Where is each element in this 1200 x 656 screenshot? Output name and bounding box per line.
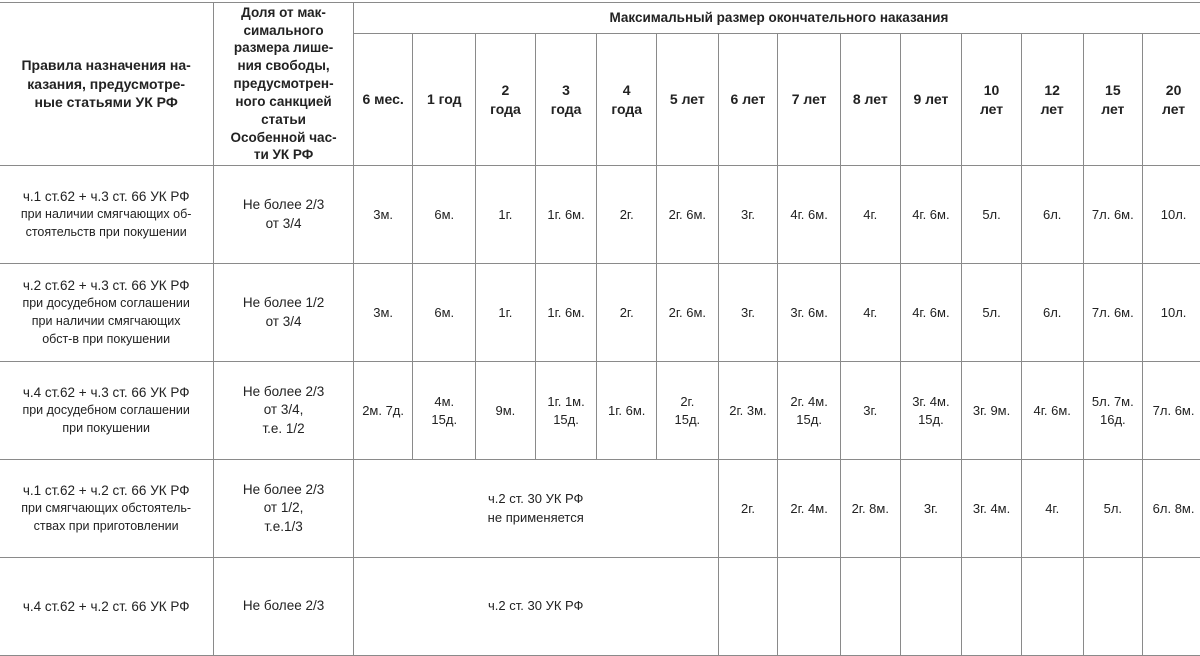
penalty-value: 16д.: [1099, 411, 1126, 427]
penalty-value: 1г. 6м.: [547, 206, 585, 222]
header-share-line: Доля от мак-: [241, 4, 326, 20]
penalty-table: [0, 2, 1200, 656]
penalty-value: 3м.: [373, 206, 393, 222]
penalty-value: 4г. 6м.: [912, 206, 950, 222]
header-share-line: статьи: [261, 111, 306, 127]
penalty-value-cell: [1021, 460, 1083, 558]
header-term-label: 4: [622, 82, 631, 99]
header-term-label: 12: [1044, 82, 1060, 99]
header-term-13: [1143, 34, 1200, 166]
penalty-value-cell: [1083, 264, 1143, 362]
header-term-2: [476, 34, 536, 166]
header-term-label: лет: [1161, 100, 1186, 117]
penalty-value-cell: [1021, 166, 1083, 264]
header-term-label: 15: [1105, 82, 1121, 99]
share-line: т.е. 1/2: [262, 420, 305, 436]
header-term-0: [353, 34, 413, 166]
header-term-6: [718, 34, 778, 166]
penalty-value-cell: [840, 460, 900, 558]
share-cell: [214, 264, 353, 362]
penalty-value-cell: [1083, 166, 1143, 264]
share-line: Не более 1/2: [242, 295, 325, 311]
penalty-value-cell: [900, 166, 962, 264]
penalty-value-cell: [1021, 558, 1083, 656]
penalty-value: 15д.: [431, 411, 458, 427]
penalty-value: 3г. 4м.: [972, 500, 1011, 516]
penalty-value-cell: [657, 362, 719, 460]
table-row: [0, 264, 1200, 362]
penalty-value: 2г.: [680, 394, 695, 410]
penalty-value-cell: [718, 166, 778, 264]
penalty-value: 15д.: [918, 411, 944, 427]
header-term-label: 1 год: [426, 91, 462, 108]
penalty-value-cell: [962, 166, 1022, 264]
penalty-value-cell: [1143, 558, 1200, 656]
rule-cell: [0, 558, 214, 656]
header-rules: [0, 3, 214, 166]
penalty-value-cell: [413, 264, 476, 362]
penalty-value-cell: [718, 558, 778, 656]
penalty-value: 1г. 1м.: [547, 394, 585, 410]
penalty-value-cell: [1021, 264, 1083, 362]
rule-description-line: при досудебном соглашении: [22, 403, 190, 418]
header-share-line: ного санкцией: [235, 93, 332, 109]
penalty-value: 3г. 6м.: [790, 304, 828, 320]
penalty-value: 4г. 6м.: [1033, 402, 1071, 418]
penalty-value: 1г.: [498, 206, 513, 222]
penalty-value: 1г. 6м.: [607, 402, 646, 418]
rule-description-line: обст-в при покушении: [42, 331, 171, 346]
penalty-value: 6л.: [1042, 304, 1062, 320]
header-term-label: года: [490, 100, 521, 117]
penalty-value-cell: [778, 362, 841, 460]
header-share: [214, 3, 353, 166]
table-row: [0, 460, 1200, 558]
header-term-label: 9 лет: [913, 91, 949, 108]
penalty-value-cell: [840, 166, 900, 264]
penalty-value-cell: [413, 166, 476, 264]
penalty-value: 10л.: [1160, 206, 1187, 222]
rule-article: ч.1 ст.62 + ч.2 ст. 66 УК РФ: [22, 483, 190, 499]
header-share-line: предусмотрен-: [233, 76, 334, 92]
penalty-value: 15д.: [796, 411, 822, 427]
penalty-value: 15д.: [674, 411, 701, 427]
header-share-line: симального: [243, 22, 324, 38]
penalty-value: 3г.: [923, 500, 938, 516]
penalty-value-cell: [1143, 362, 1200, 460]
header-term-9: [900, 34, 962, 166]
penalty-value-cell: [778, 460, 841, 558]
penalty-value: 2г.: [619, 206, 634, 222]
header-term-label: 2: [501, 82, 510, 99]
penalty-value: 3г. 4м.: [912, 394, 950, 410]
penalty-value-cell: [840, 362, 900, 460]
share-cell: [214, 362, 353, 460]
penalty-value: 2г. 6м.: [668, 304, 707, 320]
penalty-value: 7л. 6м.: [1091, 206, 1134, 222]
penalty-value: 3г.: [740, 304, 755, 320]
penalty-value: 2г.: [740, 500, 755, 516]
table-row: [0, 558, 1200, 656]
penalty-value-cell: [353, 362, 413, 460]
penalty-value: 10л.: [1160, 304, 1187, 320]
penalty-value: 5л. 7м.: [1091, 394, 1134, 410]
penalty-value-cell: [962, 362, 1022, 460]
header-term-label: года: [611, 100, 643, 117]
penalty-value: 15д.: [553, 411, 579, 427]
rule-article: ч.4 ст.62 + ч.2 ст. 66 УК РФ: [22, 598, 190, 614]
table-body: [0, 166, 1200, 656]
penalty-value: 2г. 3м.: [729, 402, 767, 418]
penalty-value-cell: [476, 264, 536, 362]
header-term-label: лет: [1040, 100, 1064, 117]
share-cell: [214, 166, 353, 264]
rule-cell: [0, 166, 214, 264]
header-term-label: 5 лет: [669, 91, 705, 108]
penalty-value-cell: [535, 362, 597, 460]
rule-cell: [0, 362, 214, 460]
header-term-label: 8 лет: [852, 91, 888, 108]
share-cell: [214, 558, 353, 656]
penalty-value-cell: [657, 166, 719, 264]
share-cell: [214, 460, 353, 558]
rule-article: ч.4 ст.62 + ч.3 ст. 66 УК РФ: [22, 385, 190, 401]
penalty-value: 4г.: [863, 304, 878, 320]
header-share-line: Особенной час-: [230, 129, 337, 145]
header-share-line: ния свободы,: [237, 58, 330, 74]
penalty-value: 6л.: [1042, 206, 1062, 222]
header-term-1: [413, 34, 476, 166]
penalty-value-cell: [1021, 362, 1083, 460]
penalty-value-cell: [840, 558, 900, 656]
header-group-title: Максимальный размер окончательного наказания: [353, 3, 1200, 34]
header-term-8: [840, 34, 900, 166]
penalty-value-cell: [1143, 166, 1200, 264]
penalty-value: 1г.: [498, 304, 513, 320]
penalty-value-cell: [1083, 558, 1143, 656]
penalty-value: 4м.: [434, 394, 455, 410]
rule-article: ч.1 ст.62 + ч.3 ст. 66 УК РФ: [22, 189, 190, 205]
penalty-value-cell: [962, 264, 1022, 362]
share-line: Не более 2/3: [242, 598, 325, 614]
header-share-line: размера лише-: [233, 40, 334, 56]
share-line: Не более 2/3: [242, 384, 325, 400]
header-rules-line: ные статьями УК РФ: [34, 94, 178, 111]
penalty-value: 2г. 6м.: [668, 206, 707, 222]
penalty-value-cell: [476, 362, 536, 460]
header-term-label: года: [550, 100, 582, 117]
share-line: от 1/2,: [263, 500, 304, 516]
penalty-value: 3г.: [740, 206, 755, 222]
table-row: [0, 166, 1200, 264]
share-line: Не более 2/3: [242, 197, 325, 213]
header-rules-line: Правила назначения на-: [21, 57, 191, 74]
penalty-value-cell: [535, 166, 597, 264]
header-term-label: 10: [983, 82, 1000, 99]
not-applied-cell: [353, 558, 718, 656]
penalty-value: 2г. 8м.: [851, 500, 889, 516]
penalty-value: 5л.: [1103, 500, 1123, 516]
share-line: от 3/4,: [263, 402, 304, 418]
header-share-line: ти УК РФ: [253, 147, 314, 163]
header-term-7: [778, 34, 841, 166]
penalty-value-cell: [900, 362, 962, 460]
penalty-value: 4г.: [863, 206, 878, 222]
share-line: Не более 2/3: [242, 482, 325, 498]
penalty-value: 7л. 6м.: [1152, 402, 1195, 418]
penalty-value-cell: [718, 460, 778, 558]
penalty-value: 2г.: [619, 304, 634, 320]
penalty-value: 3г.: [863, 402, 878, 418]
penalty-value-cell: [778, 558, 841, 656]
rule-description-line: стоятельств при покушении: [25, 225, 187, 240]
header-term-4: [597, 34, 657, 166]
penalty-value: 5л.: [982, 206, 1001, 222]
penalty-value: 2г. 4м.: [790, 500, 828, 516]
penalty-value-cell: [657, 264, 719, 362]
penalty-value: 6л. 8м.: [1152, 500, 1195, 516]
rule-description-line: при наличии смягчающих: [31, 314, 181, 329]
penalty-value: 2м. 7д.: [362, 402, 405, 418]
penalty-value-cell: [778, 264, 841, 362]
share-line: т.е.1/3: [264, 518, 303, 534]
header-term-3: [535, 34, 597, 166]
not-applied-cell: [353, 460, 718, 558]
penalty-value-cell: [597, 362, 657, 460]
penalty-value-cell: [1143, 264, 1200, 362]
rule-description-line: при досудебном соглашении: [22, 296, 190, 311]
penalty-value-cell: [900, 264, 962, 362]
rule-cell: [0, 264, 214, 362]
penalty-value: 3г. 9м.: [972, 402, 1011, 418]
penalty-value-cell: [962, 460, 1022, 558]
header-term-10: [962, 34, 1022, 166]
not-applied-line: ч.2 ст. 30 УК РФ: [488, 598, 584, 614]
penalty-value-cell: [718, 362, 778, 460]
penalty-value-cell: [962, 558, 1022, 656]
penalty-value: 4г. 6м.: [790, 206, 828, 222]
penalty-value-cell: [413, 362, 476, 460]
penalty-value-cell: [1083, 460, 1143, 558]
rule-description-line: при смягчающих обстоятель-: [21, 501, 192, 516]
penalty-value-cell: [476, 166, 536, 264]
penalty-value: 5л.: [982, 304, 1001, 320]
rule-cell: [0, 460, 214, 558]
penalty-value: 9м.: [495, 402, 516, 418]
header-term-label: лет: [979, 100, 1004, 117]
rule-description-line: при покушении: [62, 421, 150, 436]
penalty-value: 7л. 6м.: [1091, 304, 1134, 320]
penalty-value: 1г. 6м.: [547, 304, 585, 320]
penalty-value: 6м.: [434, 304, 455, 320]
penalty-value-cell: [353, 264, 413, 362]
penalty-value-cell: [840, 264, 900, 362]
penalty-value-cell: [1143, 460, 1200, 558]
penalty-value-cell: [900, 558, 962, 656]
header-term-label: 3: [562, 82, 570, 99]
rule-article: ч.2 ст.62 + ч.3 ст. 66 УК РФ: [22, 278, 190, 294]
penalty-value-cell: [1083, 362, 1143, 460]
header-rules-line: казания, предусмотре-: [27, 75, 186, 92]
header-term-label: 6 мес.: [362, 91, 404, 108]
penalty-value-cell: [718, 264, 778, 362]
penalty-value: 4г. 6м.: [912, 304, 950, 320]
penalty-value-cell: [353, 166, 413, 264]
share-line: от 3/4: [265, 313, 302, 329]
header-term-11: [1021, 34, 1083, 166]
penalty-value-cell: [900, 460, 962, 558]
header-term-label: лет: [1101, 100, 1125, 117]
header-term-label: 7 лет: [791, 91, 827, 108]
penalty-value-cell: [778, 166, 841, 264]
table-row: [0, 362, 1200, 460]
header-term-label: 6 лет: [730, 91, 766, 108]
rule-description-line: при наличии смягчающих об-: [20, 207, 192, 222]
not-applied-line: ч.2 ст. 30 УК РФ: [488, 490, 584, 506]
penalty-value: 2г. 4м.: [790, 394, 828, 410]
penalty-value: 3м.: [373, 304, 393, 320]
penalty-value-cell: [597, 264, 657, 362]
share-line: от 3/4: [265, 215, 302, 231]
header-term-5: [657, 34, 719, 166]
header-term-label: 20: [1165, 82, 1182, 99]
penalty-value-cell: [535, 264, 597, 362]
header-term-12: [1083, 34, 1143, 166]
penalty-value: 4г.: [1045, 500, 1060, 516]
not-applied-line: не применяется: [487, 509, 584, 525]
penalty-value-cell: [597, 166, 657, 264]
rule-description-line: ствах при приготовлении: [33, 519, 179, 534]
penalty-value: 6м.: [434, 206, 455, 222]
